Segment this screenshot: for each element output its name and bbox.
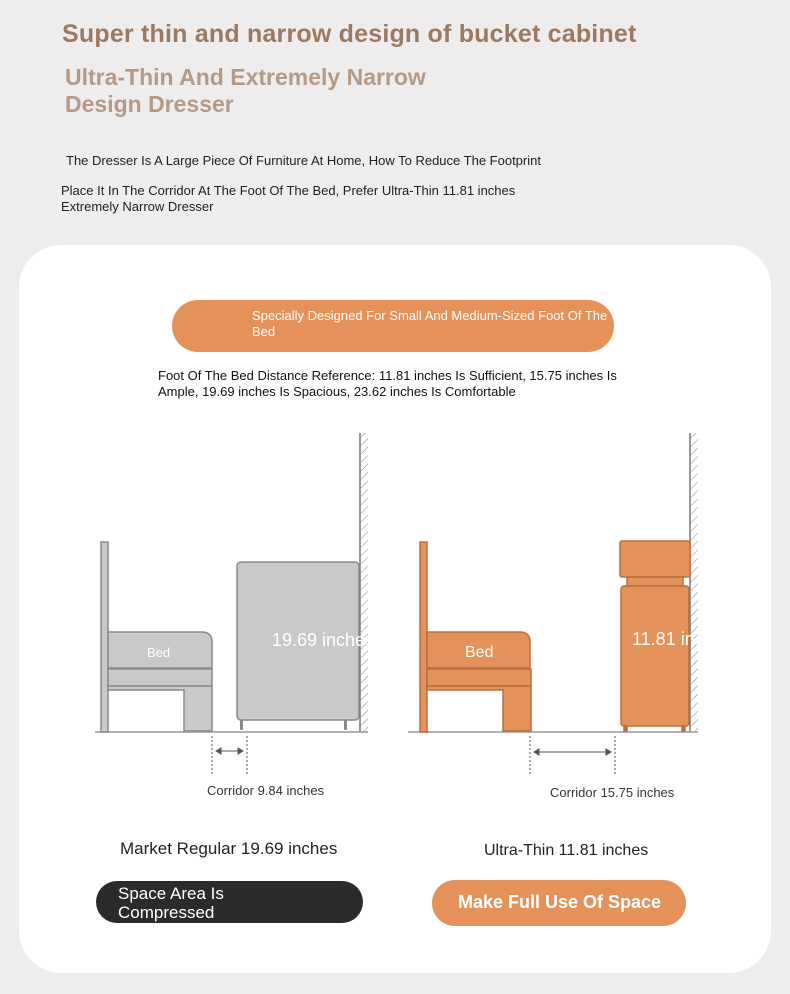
right-caption: Ultra-Thin 11.81 inches — [484, 842, 649, 859]
page-subtitle: Ultra-Thin And Extremely Narrow Design Dresser — [65, 64, 426, 117]
right-bed-label: Bed — [465, 644, 494, 661]
page-title: Super thin and narrow design of bucket cabinet — [62, 20, 637, 48]
right-bed-drawing — [420, 542, 531, 732]
intro-text-2: Place It In The Corridor At The Foot Of The Bed, Prefer Ultra-Thin 11.81 inches Extremely Narrow Dresser — [61, 183, 516, 214]
left-bed-drawing — [101, 542, 212, 732]
left-corridor-label: Corridor 9.84 inches — [207, 783, 325, 798]
intro-text-1: The Dresser Is A Large Piece Of Furniture At Home, How To Reduce The Footprint — [66, 153, 541, 168]
right-corridor-dimension — [530, 736, 615, 776]
design-badge: Specially Designed For Small And Medium-Sized Foot Of The Bed — [172, 300, 614, 352]
compressed-badge: Space Area Is Compressed — [96, 881, 363, 923]
left-corridor-dimension — [212, 736, 247, 776]
left-dresser-depth: 19.69 inches — [272, 630, 375, 650]
left-wall — [360, 433, 368, 732]
left-caption: Market Regular 19.69 inches — [120, 839, 338, 858]
full-use-badge: Make Full Use Of Space — [432, 880, 686, 926]
right-dresser-depth: 11.81 inches — [632, 629, 733, 649]
left-bed-label: Bed — [147, 645, 171, 660]
right-corridor-label: Corridor 15.75 inches — [550, 785, 675, 800]
right-wall — [690, 433, 698, 732]
distance-reference: Foot Of The Bed Distance Reference: 11.81 inches Is Sufficient, 15.75 inches Is Ample, 19.69 inches Is Spacious, 23.62 inches Is Comfortable — [158, 368, 617, 399]
